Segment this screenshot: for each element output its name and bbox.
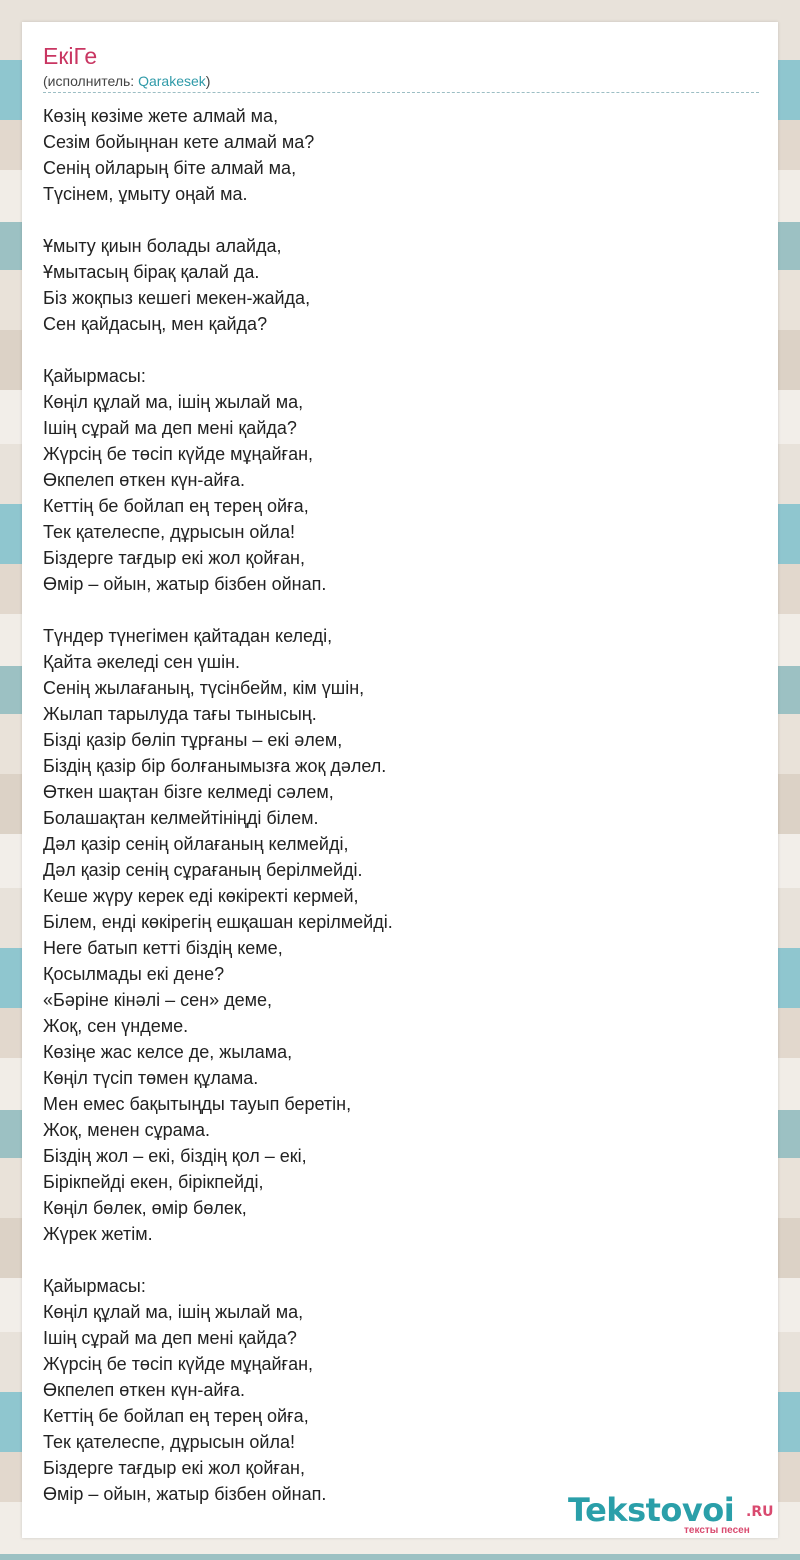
song-title: ЕкіГе xyxy=(43,43,98,69)
stanza-break xyxy=(43,597,759,623)
lyric-line: Біздерге тағдыр екі жол қойған, xyxy=(43,548,305,568)
lyric-line: Көзің көзіме жете алмай ма, xyxy=(43,106,279,126)
lyric-line: Ішің сұрай ма деп мені қайда? xyxy=(43,418,297,438)
lyric-line: Біздің жол – екі, біздің қол – екі, xyxy=(43,1146,307,1166)
artist-link[interactable]: Qarakesek xyxy=(138,73,206,89)
lyric-line: Көңіл бөлек, өмір бөлек, xyxy=(43,1198,247,1218)
lyric-line: Біздің қазір бір болғанымызға жоқ дәлел. xyxy=(43,756,387,776)
lyric-line: Қосылмады екі дене? xyxy=(43,964,225,984)
logo-tagline: тексты песен xyxy=(684,1525,750,1536)
lyric-line: Өмір – ойын, жатыр бізбен ойнап. xyxy=(43,574,327,594)
lyric-line: Сенің ойларың біте алмай ма, xyxy=(43,158,297,178)
lyric-line: Бірікпейді екен, бірікпейді, xyxy=(43,1172,264,1192)
lyric-line: Кеттің бе бойлап ең терең ойға, xyxy=(43,1406,309,1426)
logo-name: Tekstovoi xyxy=(568,1491,735,1529)
artist-line xyxy=(43,72,210,90)
lyric-line: Ұмыту қиын болады алайда, xyxy=(43,236,282,256)
lyric-line: Ұмытасың бірақ қалай да. xyxy=(43,262,260,282)
lyric-line: Тек қателеспе, дұрысын ойла! xyxy=(43,1432,295,1452)
lyric-line: Кеше жүру керек еді көкіректі кермей, xyxy=(43,886,359,906)
lyric-line: Жоқ, менен сұрама. xyxy=(43,1120,210,1140)
stanza-break xyxy=(43,207,759,233)
lyric-line: Түндер түнегімен қайтадан келеді, xyxy=(43,626,333,646)
lyric-line: Болашақтан келмейтініңді білем. xyxy=(43,808,319,828)
lyric-line: Біздерге тағдыр екі жол қойған, xyxy=(43,1458,305,1478)
lyric-line: Көңіл құлай ма, ішің жылай ма, xyxy=(43,392,304,412)
artist-suffix: ) xyxy=(205,73,211,89)
lyric-line: Сен қайдасың, мен қайда? xyxy=(43,314,268,334)
lyric-line: Кеттің бе бойлап ең терең ойға, xyxy=(43,496,309,516)
lyric-line: Түсінем, ұмыту оңай ма. xyxy=(43,184,248,204)
lyric-line: Білем, енді көкірегің ешқашан керілмейді. xyxy=(43,912,393,932)
lyric-line: Қайырмасы: xyxy=(43,1276,146,1296)
lyric-line: Қайта әкеледі сен үшін. xyxy=(43,652,241,672)
lyric-line: «Бәріне кінәлі – сен» деме, xyxy=(43,990,272,1010)
stanza-break xyxy=(43,337,759,363)
lyric-line: Сенің жылағаның, түсінбейм, кім үшін, xyxy=(43,678,365,698)
tekstovoi-logo[interactable] xyxy=(568,1491,778,1536)
lyric-line: Дәл қазір сенің ойлағаның келмейді, xyxy=(43,834,349,854)
lyric-line: Ішің сұрай ма деп мені қайда? xyxy=(43,1328,297,1348)
lyric-line: Қайырмасы: xyxy=(43,366,146,386)
title-divider xyxy=(43,92,759,93)
lyric-line: Сезім бойыңнан кете алмай ма? xyxy=(43,132,315,152)
lyrics-card xyxy=(22,22,778,1538)
lyric-line: Жүрек жетім. xyxy=(43,1224,153,1244)
lyric-line: Жүрсің бе төсіп күйде мұңайған, xyxy=(43,444,314,464)
lyric-line: Біз жоқпыз кешегі мекен-жайда, xyxy=(43,288,311,308)
lyrics-text xyxy=(43,103,759,1507)
logo-suffix: .RU xyxy=(746,1504,774,1520)
lyric-line: Дәл қазір сенің сұрағаның берілмейді. xyxy=(43,860,363,880)
lyric-line: Өмір – ойын, жатыр бізбен ойнап. xyxy=(43,1484,327,1504)
lyric-line: Өкпелеп өткен күн-айға. xyxy=(43,470,246,490)
lyric-line: Көзіңе жас келсе де, жылама, xyxy=(43,1042,293,1062)
lyric-line: Тек қателеспе, дұрысын ойла! xyxy=(43,522,295,542)
lyric-line: Көңіл құлай ма, ішің жылай ма, xyxy=(43,1302,304,1322)
lyric-line: Бізді қазір бөліп тұрғаны – екі әлем, xyxy=(43,730,343,750)
lyric-line: Жылап тарылуда тағы тынысың. xyxy=(43,704,317,724)
lyric-line: Жүрсің бе төсіп күйде мұңайған, xyxy=(43,1354,314,1374)
lyric-line: Неге батып кетті біздің кеме, xyxy=(43,938,283,958)
lyric-line: Мен емес бақытыңды тауып беретін, xyxy=(43,1094,352,1114)
lyric-line: Өткен шақтан бізге келмеді сәлем, xyxy=(43,782,334,802)
lyric-line: Көңіл түсіп төмен құлама. xyxy=(43,1068,259,1088)
lyric-line: Жоқ, сен үндеме. xyxy=(43,1016,189,1036)
artist-prefix: (исполнитель: xyxy=(43,73,139,89)
lyric-line: Өкпелеп өткен күн-айға. xyxy=(43,1380,246,1400)
stanza-break xyxy=(43,1247,759,1273)
